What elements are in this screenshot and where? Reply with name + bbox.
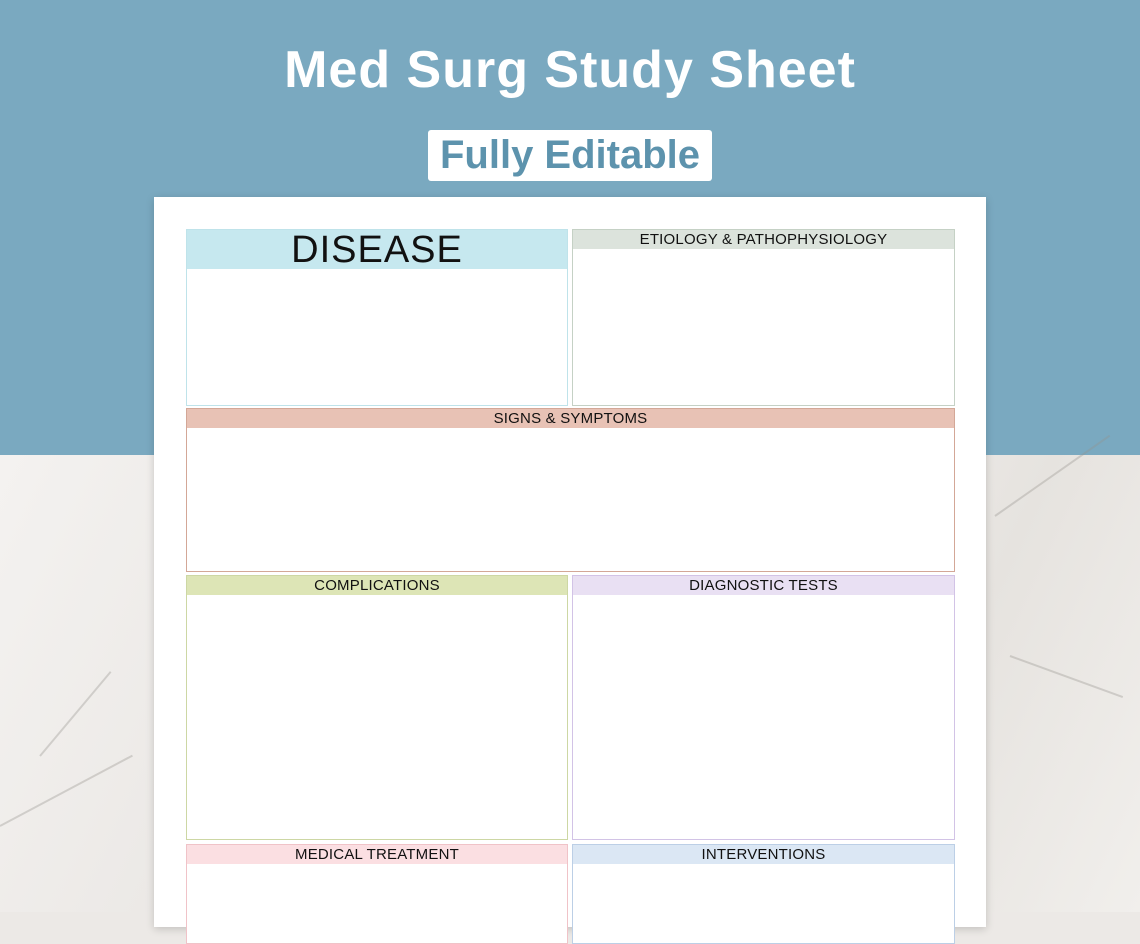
signs-symptoms-header: SIGNS & SYMPTOMS <box>187 409 954 428</box>
fully-editable-badge: Fully Editable <box>428 130 712 181</box>
marble-vein <box>39 671 111 757</box>
diagnostic-tests-box[interactable] <box>572 575 955 840</box>
complications-box[interactable] <box>186 575 568 840</box>
disease-header: DISEASE <box>187 230 567 269</box>
etiology-header: ETIOLOGY & PATHOPHYSIOLOGY <box>573 230 954 249</box>
interventions-header: INTERVENTIONS <box>573 845 954 864</box>
medical-treatment-header: MEDICAL TREATMENT <box>187 845 567 864</box>
page-title: Med Surg Study Sheet <box>284 41 856 99</box>
interventions-box[interactable] <box>572 844 955 944</box>
marble-vein <box>0 755 133 827</box>
disease-box[interactable] <box>186 229 568 406</box>
etiology-box[interactable] <box>572 229 955 406</box>
diagnostic-tests-header: DIAGNOSTIC TESTS <box>573 576 954 595</box>
badge-wrap <box>0 130 1140 181</box>
marble-vein <box>1010 655 1123 698</box>
medical-treatment-box[interactable] <box>186 844 568 944</box>
complications-header: COMPLICATIONS <box>187 576 567 595</box>
study-sheet <box>154 197 986 927</box>
signs-symptoms-box[interactable] <box>186 408 955 572</box>
